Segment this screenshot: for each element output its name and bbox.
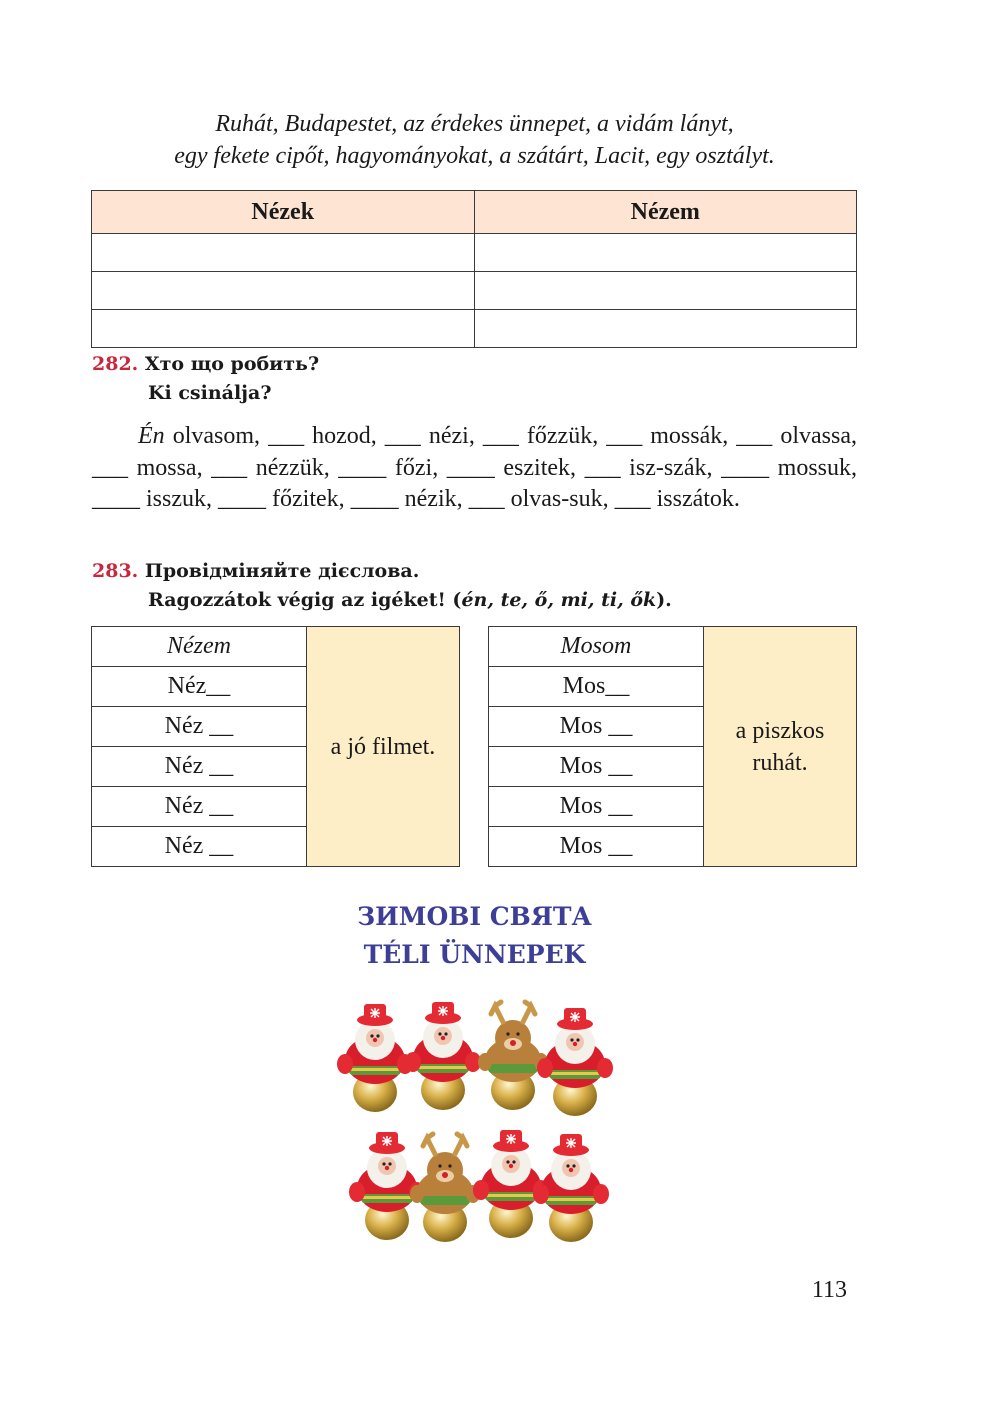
exercise-title-ukrainian: Хто що робить? — [144, 353, 320, 375]
conjugation-header: Mosom — [489, 627, 704, 667]
exercise-title-ukrainian: Провідміняйте дієслова. — [144, 560, 420, 582]
conjugation-row[interactable]: Néz __ — [92, 707, 307, 747]
section-title-hungarian: TÉLI ÜNNEPEK — [363, 940, 586, 969]
exercise-282-text — [92, 421, 857, 516]
conjugation-row[interactable]: Mos __ — [489, 747, 704, 787]
intro-word-list — [92, 108, 857, 172]
conjugation-row[interactable]: Mos __ — [489, 787, 704, 827]
exercise-number: 283. — [92, 560, 139, 582]
pronoun-list: én, te, ő, mi, ti, ők — [461, 589, 657, 611]
object-phrase: a piszkos ruhát. — [704, 627, 857, 867]
sort-table — [91, 190, 857, 348]
answer-cell[interactable] — [474, 234, 857, 272]
first-word: Én — [138, 423, 165, 449]
conjugation-table-nezem — [91, 626, 460, 867]
column-header-nezem: Nézem — [474, 191, 857, 234]
exercise-282-title — [92, 350, 319, 408]
exercise-number: 282. — [92, 353, 139, 375]
answer-cell[interactable] — [474, 272, 857, 310]
exercise-title-hungarian: Ki csinálja? — [148, 382, 272, 404]
exercise-283-title — [92, 557, 672, 615]
conjugation-row[interactable]: Néz __ — [92, 827, 307, 867]
conjugation-row[interactable]: Mos __ — [489, 707, 704, 747]
conjugation-table-mosom — [488, 626, 857, 867]
answer-cell[interactable] — [474, 310, 857, 348]
exercise-title-hungarian: Ragozzátok végig az igéket! (én, te, ő, mi, ti, ők). — [148, 589, 672, 611]
answer-cell[interactable] — [92, 234, 475, 272]
exercise-body: olvasom, ___ hozod, ___ nézi, ___ főzzük, ___ mossák, ___ olvassa, ___ mossa, ___ nézzük, ____ főzi, ____ eszitek, ___ isz-szák, ____ mossuk, ____ isszuk, ____ főzitek, ____ nézik, ___ olvas-suk, ___ isszátok. — [92, 423, 857, 512]
intro-line-1: Ruhát, Budapestet, az érdekes ünnepet, a vidám lányt, — [215, 111, 734, 137]
conjugation-header: Nézem — [92, 627, 307, 667]
column-header-nezek: Nézek — [92, 191, 475, 234]
section-title-ukrainian: ЗИМОВІ СВЯТА — [357, 902, 592, 931]
answer-cell[interactable] — [92, 310, 475, 348]
conjugation-row[interactable]: Néz __ — [92, 787, 307, 827]
object-phrase: a jó filmet. — [307, 627, 460, 867]
conjugation-row[interactable]: Mos __ — [489, 827, 704, 867]
conjugation-row[interactable]: Néz__ — [92, 667, 307, 707]
conjugation-row[interactable]: Mos__ — [489, 667, 704, 707]
conjugation-row[interactable]: Néz __ — [92, 747, 307, 787]
intro-line-2: egy fekete cipőt, hagyományokat, a szátárt, Lacit, egy osztályt. — [174, 143, 775, 169]
answer-cell[interactable] — [92, 272, 475, 310]
page-number: 113 — [811, 1277, 847, 1303]
christmas-ornaments-image — [335, 990, 615, 1258]
